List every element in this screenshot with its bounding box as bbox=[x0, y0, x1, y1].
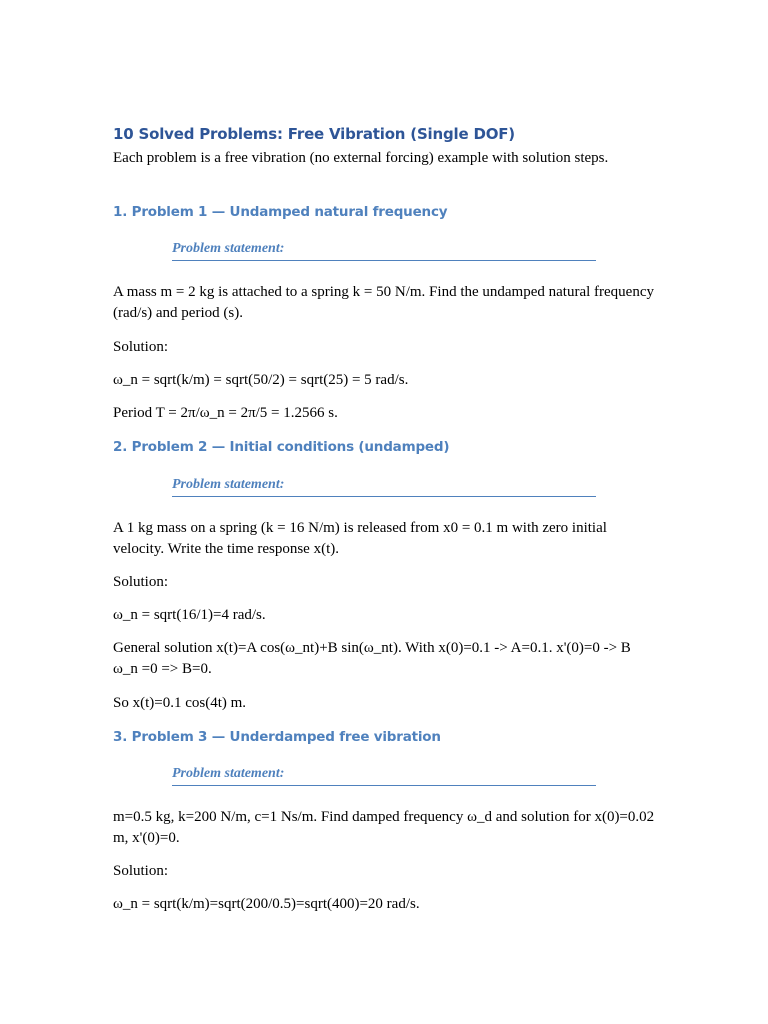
problem-2-step-2: General solution x(t)=A cos(ω_nt)+B sin(ω_nt). With x(0)=0.1 -> A=0.1. x'(0)=0 -> B ω_n =0 => B=0. bbox=[113, 640, 631, 677]
problem-2-step-1: ω_n = sqrt(16/1)=4 rad/s. bbox=[113, 607, 266, 623]
problem-statement-label: Problem statement: bbox=[172, 766, 285, 781]
document-title: 10 Solved Problems: Free Vibration (Single DOF) bbox=[113, 125, 515, 143]
problem-1-step-1: ω_n = sqrt(k/m) = sqrt(50/2) = sqrt(25) = 5 rad/s. bbox=[113, 372, 409, 388]
problem-1-step-2: Period T = 2π/ω_n = 2π/5 = 1.2566 s. bbox=[113, 405, 338, 421]
problem-3-solution-label: Solution: bbox=[113, 863, 169, 879]
problem-2-statement-label bbox=[172, 474, 596, 497]
problem-3-statement-label bbox=[172, 763, 596, 786]
problem-3-heading-block bbox=[113, 729, 658, 745]
problem-2-statement: A 1 kg mass on a spring (k = 16 N/m) is released from x0 = 0.1 m with zero initial velocity. Write the time response x(t). bbox=[113, 520, 607, 557]
problem-3-heading: 3. Problem 3 — Underdamped free vibration bbox=[113, 729, 441, 745]
problem-2-heading: 2. Problem 2 — Initial conditions (undamped) bbox=[113, 439, 450, 455]
problem-1-heading-block bbox=[113, 204, 658, 220]
problem-2-solution-label: Solution: bbox=[113, 574, 169, 590]
document-subtitle: Each problem is a free vibration (no external forcing) example with solution steps. bbox=[113, 150, 609, 166]
problem-1-solution-label: Solution: bbox=[113, 339, 169, 355]
problem-3-statement: m=0.5 kg, k=200 N/m, c=1 Ns/m. Find damped frequency ω_d and solution for x(0)=0.02 m, x'(0)=0. bbox=[113, 809, 655, 846]
problem-statement-label: Problem statement: bbox=[172, 241, 285, 256]
problem-1-statement-label bbox=[172, 238, 596, 261]
problem-1-heading: 1. Problem 1 — Undamped natural frequency bbox=[113, 204, 448, 220]
problem-1-statement: A mass m = 2 kg is attached to a spring k = 50 N/m. Find the undamped natural frequency (rad/s) and period (s). bbox=[113, 284, 654, 321]
problem-3-step-1: ω_n = sqrt(k/m)=sqrt(200/0.5)=sqrt(400)=20 rad/s. bbox=[113, 896, 420, 912]
problem-statement-label: Problem statement: bbox=[172, 477, 285, 492]
problem-2-heading-block bbox=[113, 439, 658, 455]
problem-2-step-3: So x(t)=0.1 cos(4t) m. bbox=[113, 695, 247, 711]
